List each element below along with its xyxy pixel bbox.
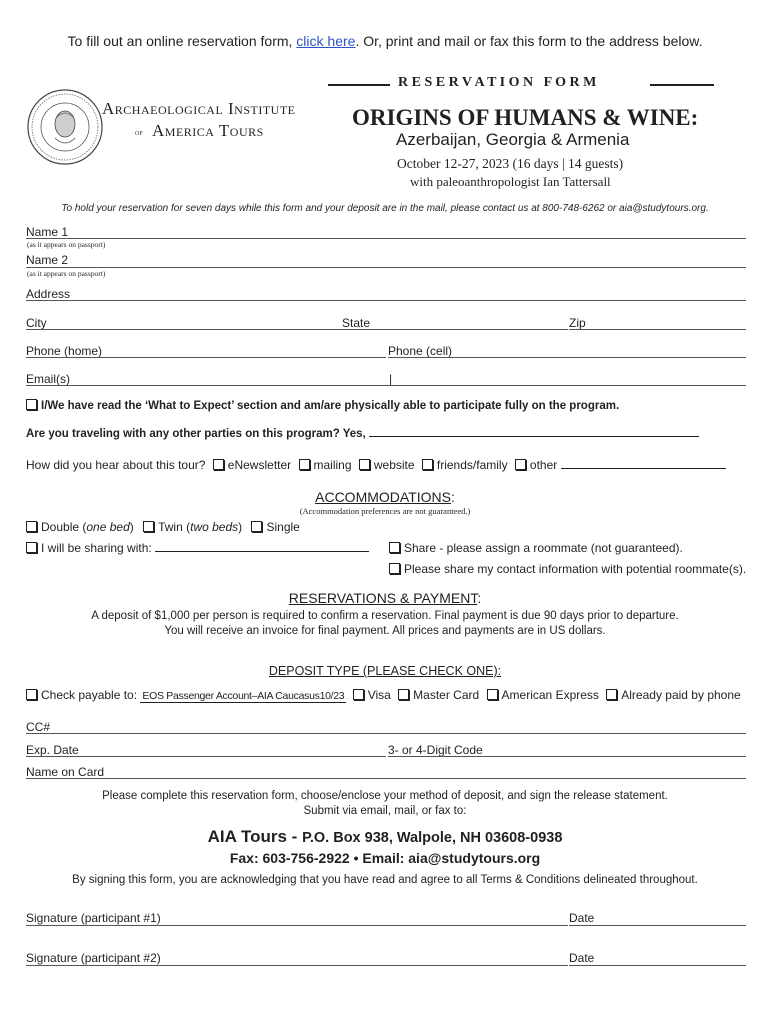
- paid-by-phone-option[interactable]: [606, 688, 740, 702]
- sharing-row: [26, 541, 369, 555]
- mastercard-label: Master Card: [413, 688, 480, 702]
- email-separator: |: [389, 372, 393, 386]
- deposit-heading-text: DEPOSIT TYPE (PLEASE CHECK ONE):: [268, 664, 502, 678]
- twin-checkbox[interactable]: [143, 521, 154, 532]
- single-label: Single: [266, 520, 300, 534]
- expect-checkbox[interactable]: [26, 399, 37, 410]
- zip-field[interactable]: [569, 329, 746, 330]
- other-parties-label: Are you traveling with any other parties on this program? Yes,: [26, 428, 366, 440]
- payment-line1: A deposit of $1,000 per person is required to confirm a reservation. Final payment is due 90 days prior to departure.: [91, 610, 679, 622]
- mastercard-option[interactable]: [398, 688, 479, 702]
- accommodations-colon: :: [450, 489, 455, 505]
- name2-passport-note: (as it appears on passport): [27, 269, 106, 278]
- hold-note: To hold your reservation for seven days while this form and your deposit are in the mail, please contact us at 800-748-6262 or aia@studytours.org.: [61, 203, 709, 214]
- single-option[interactable]: [251, 520, 299, 534]
- name-on-card-label: Name on Card: [26, 765, 105, 779]
- accommodations-note: (Accommodation preferences are not guaranteed.): [299, 506, 471, 516]
- amex-option[interactable]: [487, 688, 599, 702]
- hear-option-enewsletter[interactable]: [213, 458, 291, 472]
- twin-label-em: two beds: [190, 520, 239, 534]
- hear-option-friends[interactable]: [422, 458, 508, 472]
- org-address: [0, 827, 770, 847]
- code-label: 3- or 4-Digit Code: [388, 743, 483, 757]
- other-label: other: [529, 458, 558, 472]
- double-checkbox[interactable]: [26, 521, 37, 532]
- sharing-field[interactable]: [155, 541, 369, 552]
- cc-label: CC#: [26, 720, 51, 734]
- accommodations-heading: [0, 489, 770, 505]
- exp-label: Exp. Date: [26, 743, 79, 757]
- name2-field[interactable]: [26, 267, 746, 268]
- deposit-heading: [0, 664, 770, 678]
- share-contact-label: Please share my contact information with potential roommate(s).: [404, 562, 747, 576]
- fax-email: Fax: 603-756-2922 • Email: aia@studytours.org: [229, 850, 541, 866]
- other-parties-row: [26, 426, 699, 440]
- accommodations-heading-text: ACCOMMODATIONS: [315, 489, 451, 505]
- form-title-rule-right: [650, 84, 714, 86]
- payment-colon: :: [477, 590, 482, 606]
- submit-line1: Please complete this reservation form, choose/enclose your method of deposit, and sign the release statement.: [102, 790, 668, 802]
- mailing-checkbox[interactable]: [299, 459, 310, 470]
- other-parties-field[interactable]: [369, 426, 699, 437]
- hear-option-website[interactable]: [359, 458, 415, 472]
- sig2-label: Signature (participant #2): [26, 951, 161, 965]
- sharing-label: I will be sharing with:: [41, 541, 152, 555]
- sig2-date-field[interactable]: [569, 965, 746, 966]
- paid-by-phone-label: Already paid by phone: [621, 688, 741, 702]
- org-mailing-address: P.O. Box 938, Walpole, NH 03608-0938: [302, 830, 563, 846]
- website-label: website: [373, 458, 415, 472]
- expect-label: I/We have read the ‘What to Expect’ section and am/are physically able to participate fully on the program.: [41, 400, 620, 412]
- sig2-field[interactable]: [26, 965, 568, 966]
- mailing-label: mailing: [313, 458, 352, 472]
- share-assign-label: Share - please assign a roommate (not guaranteed).: [404, 541, 683, 555]
- hear-row: [26, 458, 726, 472]
- city-field[interactable]: [26, 329, 342, 330]
- check-checkbox[interactable]: [26, 689, 37, 700]
- phone-cell-field[interactable]: [388, 357, 746, 358]
- name1-field[interactable]: [26, 238, 746, 239]
- exp-field[interactable]: [26, 756, 386, 757]
- amex-checkbox[interactable]: [487, 689, 498, 700]
- cc-field[interactable]: [26, 733, 746, 734]
- name1-label: Name 1: [26, 225, 69, 239]
- state-label: State: [342, 316, 371, 330]
- phone-home-label: Phone (home): [26, 344, 103, 358]
- phone-cell-label: Phone (cell): [388, 344, 453, 358]
- double-option[interactable]: [26, 520, 134, 534]
- twin-option[interactable]: [143, 520, 242, 534]
- zip-label: Zip: [569, 316, 586, 330]
- paid-by-phone-checkbox[interactable]: [606, 689, 617, 700]
- friends-checkbox[interactable]: [422, 459, 433, 470]
- amex-label: American Express: [501, 688, 599, 702]
- phone-home-field[interactable]: [26, 357, 386, 358]
- enewsletter-label: eNewsletter: [227, 458, 292, 472]
- logo-of: of: [135, 128, 143, 137]
- sig1-date-label: Date: [569, 911, 595, 925]
- sig1-label: Signature (participant #1): [26, 911, 161, 925]
- hear-option-other[interactable]: [515, 458, 557, 472]
- hear-other-field[interactable]: [561, 458, 726, 469]
- intro-after: . Or, print and mail or fax this form to the address below.: [355, 33, 703, 49]
- logo-line1: Archaeological Institute: [102, 99, 296, 118]
- trip-dates: October 12-27, 2023 (16 days | 14 guests): [397, 156, 624, 171]
- share-contact-checkbox[interactable]: [389, 563, 400, 574]
- double-label-em: one bed: [86, 520, 130, 534]
- emails-label: Email(s): [26, 372, 70, 386]
- intro-before: To fill out an online reservation form,: [67, 33, 293, 49]
- twin-label-close: ): [238, 520, 243, 534]
- trip-leader: with paleoanthropologist Ian Tattersall: [410, 174, 611, 189]
- website-checkbox[interactable]: [359, 459, 370, 470]
- online-form-link[interactable]: click here: [296, 33, 356, 49]
- visa-label: Visa: [367, 688, 391, 702]
- submit-line2: Submit via email, mail, or fax to:: [303, 805, 467, 817]
- agree-text: By signing this form, you are acknowledging that you have read and agree to all Terms & Conditions delineated throughout.: [72, 874, 698, 886]
- enewsletter-checkbox[interactable]: [213, 459, 224, 470]
- check-option[interactable]: [26, 688, 137, 702]
- logo-line2: America Tours: [152, 121, 264, 140]
- aia-seal-logo: [26, 88, 104, 166]
- org-name: AIA Tours -: [207, 827, 303, 846]
- payment-heading-text: RESERVATIONS & PAYMENT: [288, 590, 478, 606]
- trip-title: ORIGINS OF HUMANS & WINE:: [352, 105, 699, 130]
- visa-checkbox[interactable]: [353, 689, 364, 700]
- payment-line2: You will receive an invoice for final payment. All prices and payments are in US dollars.: [164, 625, 606, 637]
- deposit-options-row: [26, 688, 741, 703]
- code-field[interactable]: [388, 756, 746, 757]
- state-field[interactable]: [342, 329, 568, 330]
- emails-field[interactable]: [26, 385, 746, 386]
- sig1-date-field[interactable]: [569, 925, 746, 926]
- name2-label: Name 2: [26, 253, 69, 267]
- name1-passport-note: (as it appears on passport): [27, 240, 106, 249]
- name-on-card-field[interactable]: [26, 778, 746, 779]
- share-contact-row[interactable]: [389, 562, 746, 576]
- intro-text: [0, 33, 770, 49]
- payment-heading: [0, 590, 770, 606]
- single-checkbox[interactable]: [251, 521, 262, 532]
- payee-name: EOS Passenger Account–AIA Caucasus10/23: [142, 690, 345, 702]
- double-label: Double (: [41, 520, 87, 534]
- mastercard-checkbox[interactable]: [398, 689, 409, 700]
- address-label: Address: [26, 287, 71, 301]
- room-type-row: [26, 520, 300, 534]
- share-assign-row[interactable]: [389, 541, 683, 555]
- twin-label: Twin (: [158, 520, 191, 534]
- sig2-date-label: Date: [569, 951, 595, 965]
- visa-option[interactable]: [353, 688, 391, 702]
- share-assign-checkbox[interactable]: [389, 542, 400, 553]
- hear-question: How did you hear about this tour?: [26, 458, 206, 472]
- form-title: R E S E R V A T I O N F O R M: [398, 75, 597, 90]
- double-label-close: ): [129, 520, 134, 534]
- sharing-checkbox[interactable]: [26, 542, 37, 553]
- other-checkbox[interactable]: [515, 459, 526, 470]
- city-label: City: [26, 316, 47, 330]
- sig1-field[interactable]: [26, 925, 568, 926]
- trip-subtitle: Azerbaijan, Georgia & Armenia: [396, 130, 630, 149]
- check-payable-label: Check payable to:: [41, 688, 138, 702]
- address-field[interactable]: [26, 300, 746, 301]
- hear-option-mailing[interactable]: [299, 458, 352, 472]
- form-title-rule-left: [328, 84, 390, 86]
- expect-row: [26, 399, 619, 412]
- friends-label: friends/family: [436, 458, 508, 472]
